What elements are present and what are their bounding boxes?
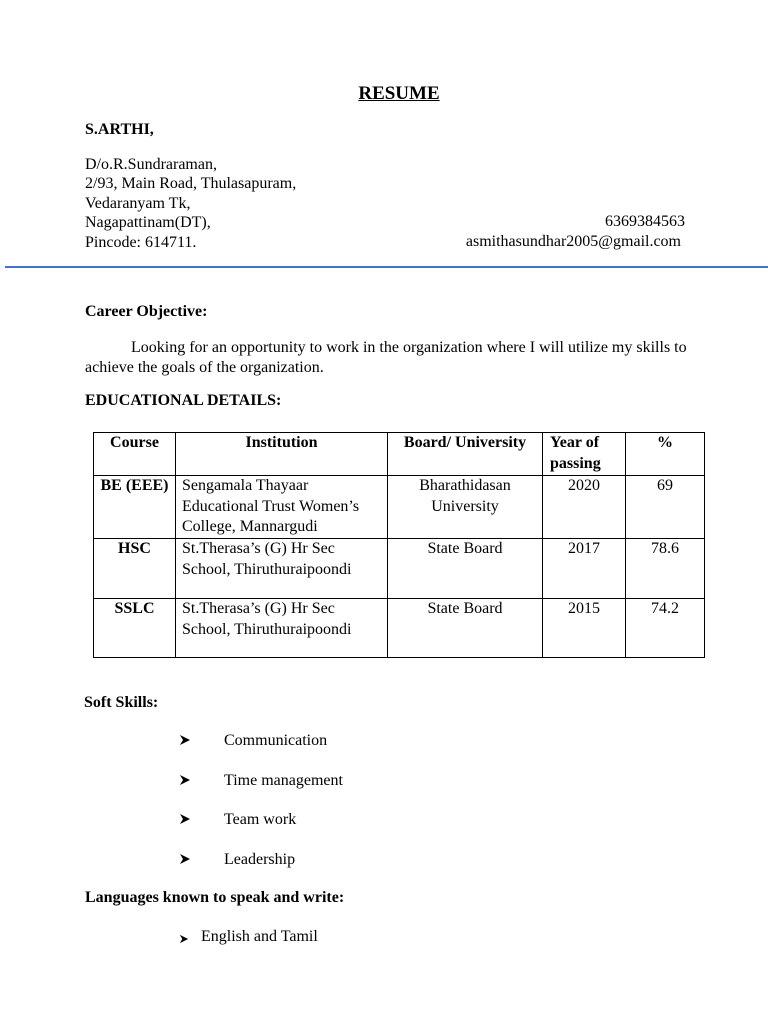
email-address: asmithasundhar2005@gmail.com [465,233,681,250]
language-item: English and Tamil [201,928,318,945]
arrowhead-bullet-icon [179,734,191,746]
career-objective-heading: Career Objective: [85,303,208,320]
list-item [179,852,191,870]
board-cell: State Board [388,599,543,658]
table-row [94,599,705,658]
career-objective-text: Looking for an opportunity to work in the organization where I will utilize my skills to achieve the goals of the organization. [85,339,687,376]
percent-cell: 74.2 [626,599,705,658]
phone-number: 6369384563 [605,213,685,230]
soft-skills-heading: Soft Skills: [84,694,159,711]
board-cell: Bharathidasan University [388,476,543,539]
table-row [94,476,705,539]
percent-cell: 69 [626,476,705,539]
list-item [179,733,191,751]
languages-heading: Languages known to speak and write: [85,889,345,906]
institution-cell: St.Therasa’s (G) Hr Sec School, Thiruthuraipoondi [176,539,388,599]
column-header: Institution [176,433,388,476]
arrowhead-bullet-icon [179,774,191,786]
table-header-row [94,433,705,476]
column-header: Year of passing [543,433,626,476]
list-item [179,812,191,830]
list-item [179,931,191,949]
address-line-1: D/o.R.Sundraraman, [85,156,217,173]
institution-cell: St.Therasa’s (G) Hr Sec School, Thiruthuraipoondi [176,599,388,658]
soft-skill-item: Communication [224,732,328,749]
soft-skill-item: Team work [224,811,297,828]
year-cell: 2020 [543,476,626,539]
education-table [93,432,705,658]
course-cell: SSLC [94,599,176,658]
soft-skill-item: Time management [224,772,343,789]
year-cell: 2015 [543,599,626,658]
column-header: Board/ University [388,433,543,476]
course-cell: HSC [94,539,176,599]
year-cell: 2017 [543,539,626,599]
board-cell: State Board [388,539,543,599]
table-row [94,539,705,599]
address-line-5: Pincode: 614711. [85,234,197,251]
column-header: Course [94,433,176,476]
institution-cell: Sengamala Thayaar Educational Trust Women’s College, Mannargudi [176,476,388,539]
header-divider [5,266,768,268]
address-line-3: Vedaranyam Tk, [85,195,191,212]
soft-skill-item: Leadership [224,851,296,868]
address-line-2: 2/93, Main Road, Thulasapuram, [85,175,297,192]
arrowhead-bullet-icon [179,853,191,865]
percent-cell: 78.6 [626,539,705,599]
arrowhead-bullet-icon [179,813,191,825]
arrowhead-bullet-icon [179,934,191,944]
address-line-4: Nagapattinam(DT), [85,214,211,231]
education-heading: EDUCATIONAL DETAILS: [85,392,282,409]
course-cell: BE (EEE) [94,476,176,539]
column-header: % [626,433,705,476]
list-item [179,773,191,791]
candidate-name: S.ARTHI, [85,121,154,138]
resume-title: RESUME [358,83,440,104]
